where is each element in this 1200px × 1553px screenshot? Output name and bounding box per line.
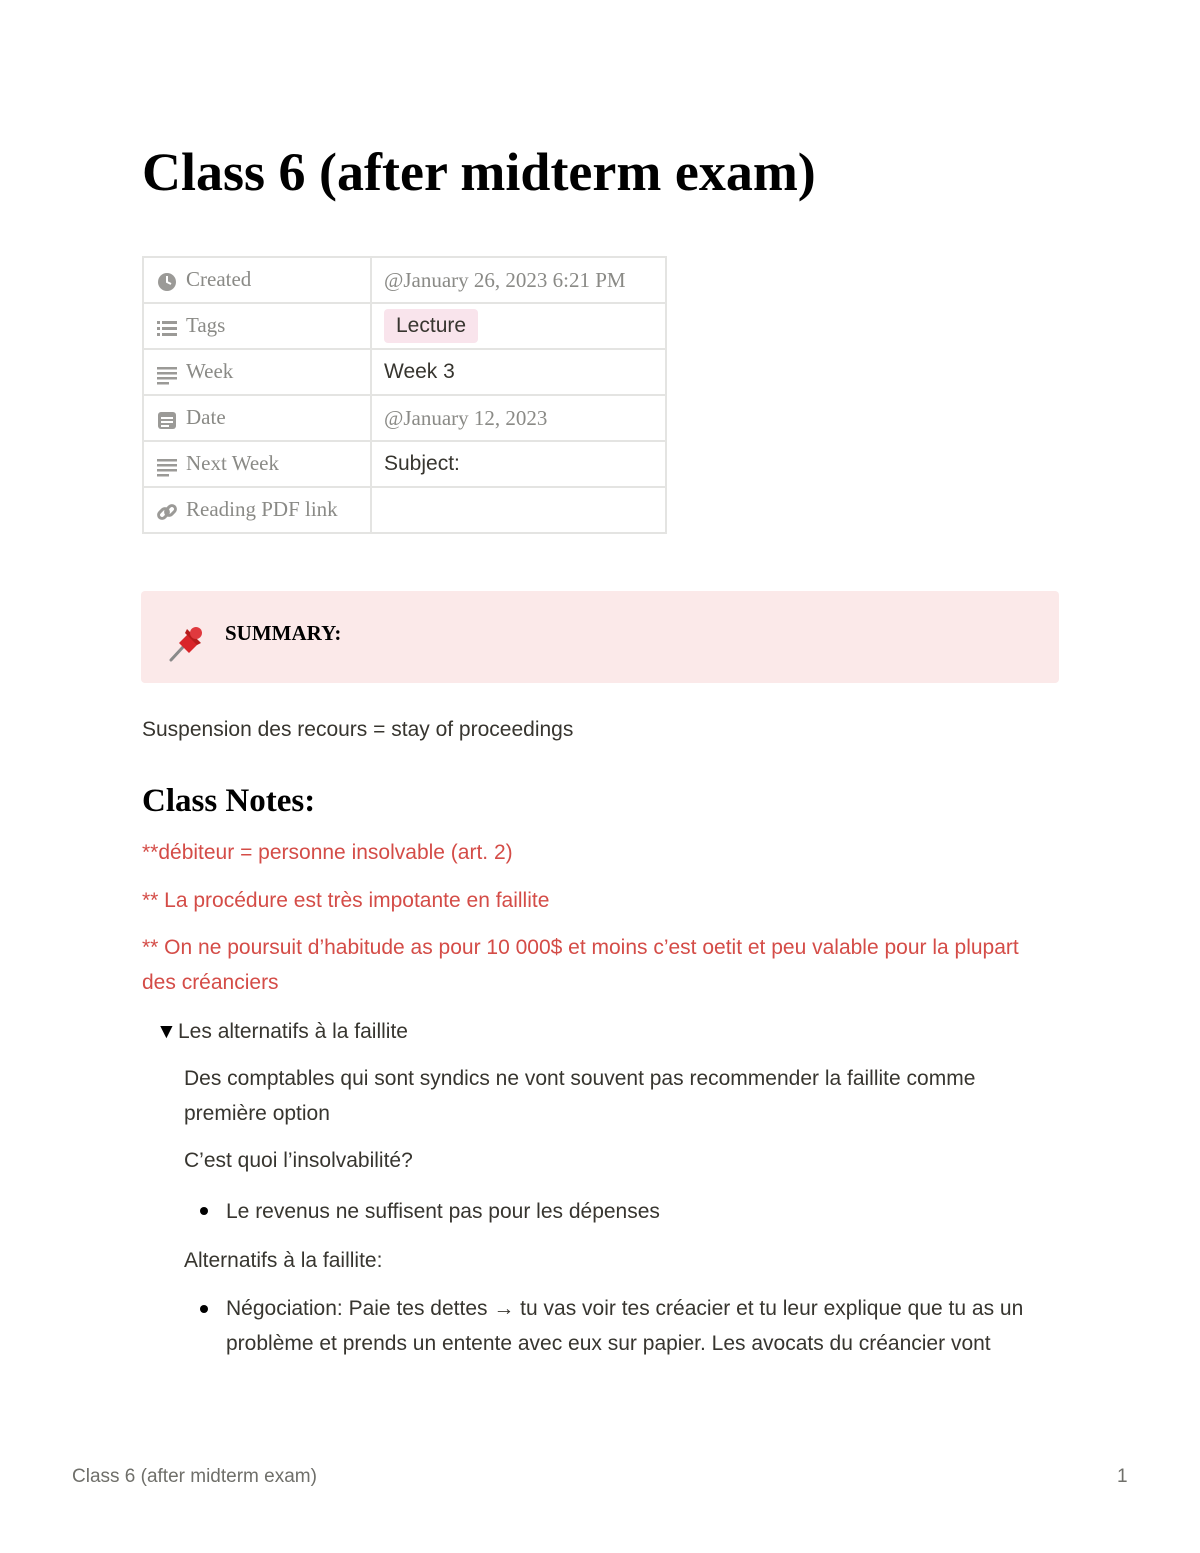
- properties-table: [142, 256, 667, 534]
- property-row-week: [143, 349, 666, 395]
- property-value[interactable]: @January 12, 2023: [371, 395, 666, 441]
- property-label: Tags: [186, 313, 226, 338]
- property-row-created: [143, 257, 666, 303]
- summary-paragraph: Suspension des recours = stay of proceedings: [142, 718, 574, 741]
- property-label: Date: [186, 405, 226, 430]
- toggle-paragraph: Des comptables qui sont syndics ne vont souvent pas recommender la faillite comme première option: [184, 1067, 976, 1125]
- property-key: [143, 395, 371, 441]
- bullet-dot: [200, 1305, 208, 1313]
- property-key: [143, 303, 371, 349]
- red-note: ** La procédure est très impotante en faillite: [142, 889, 550, 912]
- page-title: Class 6 (after midterm exam): [142, 142, 816, 202]
- calendar-icon: [156, 409, 178, 431]
- property-key: [143, 349, 371, 395]
- footer-title: Class 6 (after midterm exam): [72, 1466, 317, 1487]
- list-icon: [156, 317, 178, 339]
- section-heading: Class Notes:: [142, 783, 316, 819]
- property-row-next-week: [143, 441, 666, 487]
- tag-badge[interactable]: Lecture: [384, 309, 478, 343]
- pushpin-icon: [165, 621, 209, 665]
- callout-text: SUMMARY:: [225, 621, 342, 645]
- property-label: Reading PDF link: [186, 497, 338, 522]
- property-label: Created: [186, 267, 252, 292]
- list-item: Le revenus ne suffisent pas pour les dépenses: [226, 1200, 660, 1223]
- property-label: Next Week: [186, 451, 279, 476]
- question-paragraph: C’est quoi l’insolvabilité?: [184, 1149, 413, 1172]
- bullet-dot: [200, 1207, 208, 1215]
- property-value[interactable]: Week 3: [371, 349, 666, 395]
- red-note: ** On ne poursuit d’habitude as pour 10 000$ et moins c’est oetit et peu valable pour la plupart des créanciers: [142, 936, 1019, 994]
- property-value[interactable]: [371, 487, 666, 533]
- property-row-reading-pdf-link: [143, 487, 666, 533]
- property-label: Week: [186, 359, 234, 384]
- summary-callout: [141, 591, 1059, 683]
- alternatives-heading: Alternatifs à la faillite:: [184, 1249, 383, 1272]
- property-row-date: [143, 395, 666, 441]
- toggle-block[interactable]: [156, 1014, 408, 1049]
- property-row-tags: [143, 303, 666, 349]
- property-key: [143, 257, 371, 303]
- list-item: Négociation: Paie tes dettes → tu vas voir tes créacier et tu leur explique que tu as un problème et prends un entente avec eux sur papier. Les avocats du créancier vont: [226, 1297, 1024, 1355]
- property-value: [371, 303, 666, 349]
- property-key: [143, 487, 371, 533]
- toggle-triangle-icon[interactable]: ▼: [156, 1020, 177, 1043]
- red-note: **débiteur = personne insolvable (art. 2): [142, 841, 513, 864]
- text-icon: [156, 363, 178, 385]
- clock-icon: [156, 271, 178, 293]
- property-value[interactable]: @January 26, 2023 6:21 PM: [371, 257, 666, 303]
- text-icon: [156, 455, 178, 477]
- property-key: [143, 441, 371, 487]
- toggle-label: Les alternatifs à la faillite: [178, 1020, 408, 1043]
- property-value[interactable]: Subject:: [371, 441, 666, 487]
- link-icon: [156, 501, 178, 523]
- page-number: 1: [1117, 1466, 1128, 1487]
